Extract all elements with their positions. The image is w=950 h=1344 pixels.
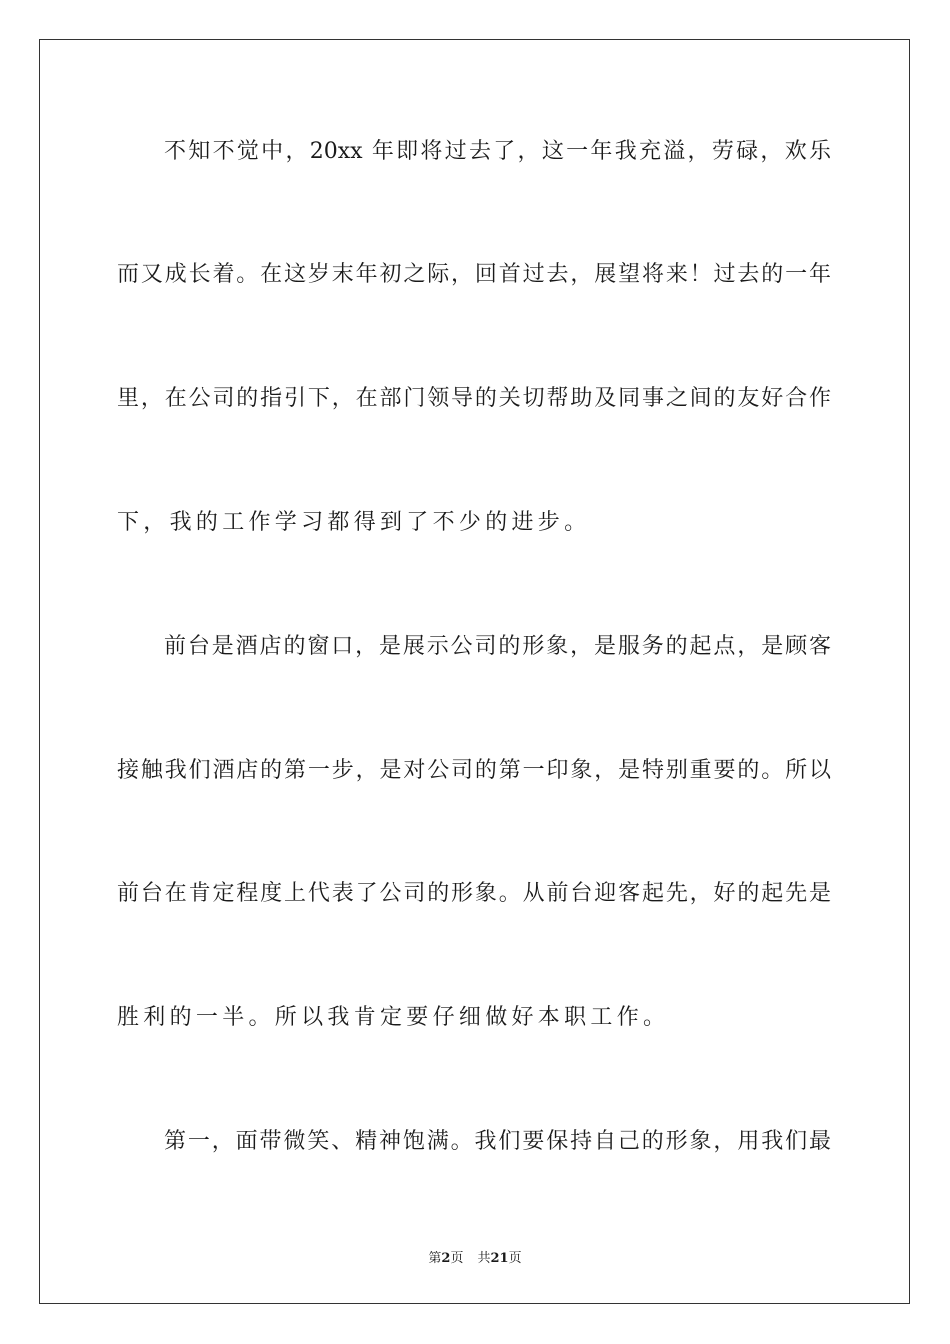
paragraph-2-line-4: 胜利的一半。所以我肯定要仔细做好本职工作。 bbox=[117, 1005, 670, 1030]
paragraph-2-line-1: 前台是酒店的窗口，是展示公司的形象，是服务的起点，是顾客 bbox=[164, 634, 831, 659]
page-footer bbox=[0, 1247, 950, 1266]
page-number: 2 bbox=[441, 1251, 451, 1266]
paragraph-1-line-3: 里，在公司的指引下，在部门领导的关切帮助及同事之间的友好合作 bbox=[117, 386, 831, 411]
paragraph-3-line-1: 第一，面带微笑、精神饱满。我们要保持自己的形象，用我们最 bbox=[164, 1129, 831, 1154]
paragraph-1-line-2: 而又成长着。在这岁末年初之际，回首过去，展望将来！过去的一年 bbox=[117, 262, 831, 287]
total-suffix: 页 bbox=[508, 1251, 522, 1266]
page-prefix: 第 bbox=[428, 1251, 442, 1266]
paragraph-1-line-1: 不知不觉中，20xx 年即将过去了，这一年我充溢，劳碌，欢乐 bbox=[164, 139, 831, 164]
page-border bbox=[39, 39, 910, 1304]
total-prefix: 共 bbox=[477, 1251, 491, 1266]
paragraph-2-line-3: 前台在肯定程度上代表了公司的形象。从前台迎客起先，好的起先是 bbox=[117, 881, 831, 906]
paragraph-2-line-2: 接触我们酒店的第一步，是对公司的第一印象，是特别重要的。所以 bbox=[117, 758, 831, 783]
paragraph-1-line-4: 下，我的工作学习都得到了不少的进步。 bbox=[117, 510, 591, 535]
page-suffix: 页 bbox=[450, 1251, 464, 1266]
total-pages: 21 bbox=[490, 1251, 509, 1266]
